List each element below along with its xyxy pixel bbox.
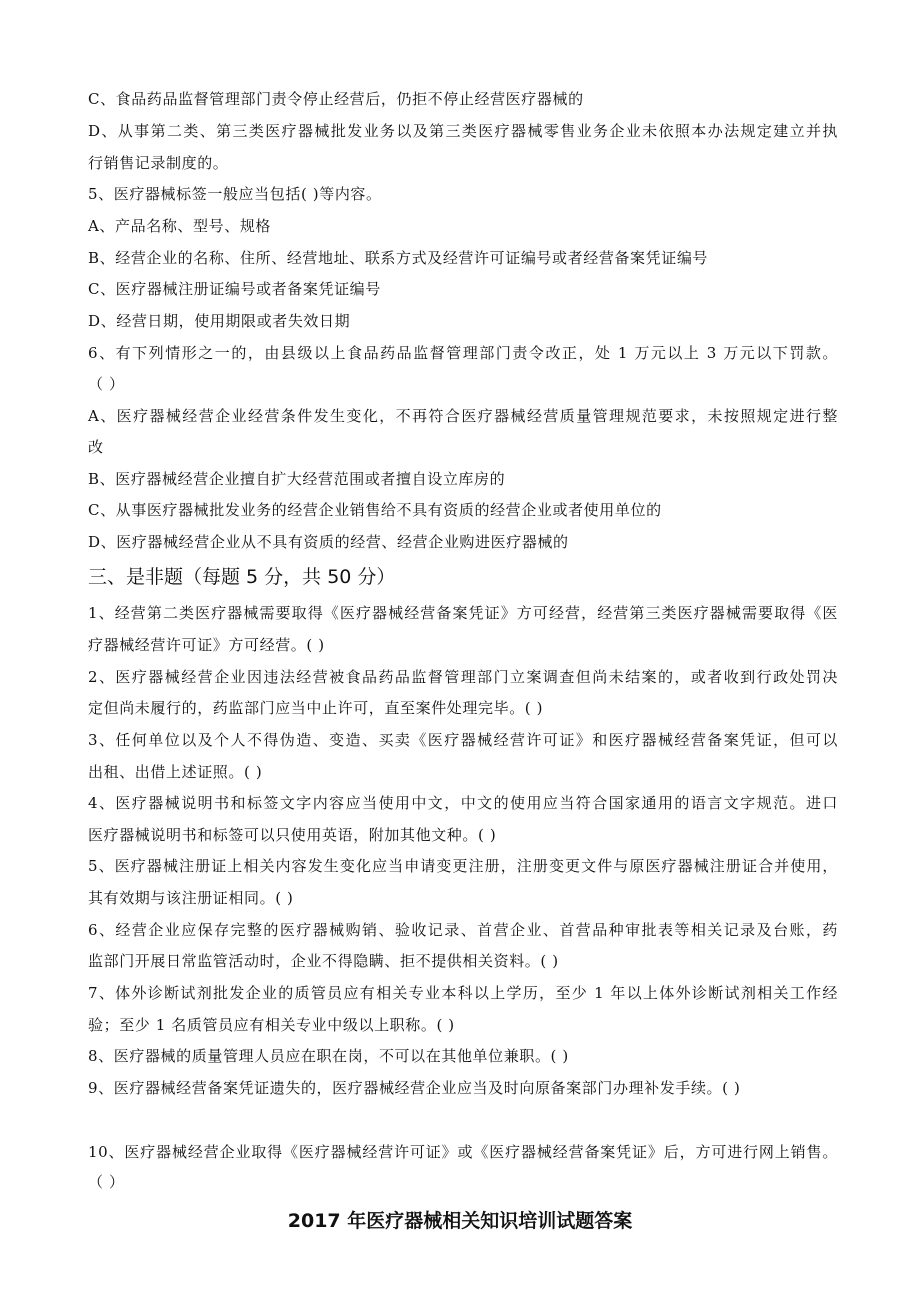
q6-stem-line1: 6、有下列情形之一的，由县级以上食品药品监督管理部门责令改正，处 1 万元以上 3 万元以下罚款。 [88,344,838,362]
q5-stem: 5、医疗器械标签一般应当包括( )等内容。 [88,185,382,203]
tf-q5-line1: 5、医疗器械注册证上相关内容发生变化应当申请变更注册，注册变更文件与原医疗器械注册证合并使用， [88,857,838,875]
tf-q5-line2: 其有效期与该注册证相同。( ) [88,889,294,907]
tf-q6-line1: 6、经营企业应保存完整的医疗器械购销、验收记录、首营企业、首营品种审批表等相关记录及台账，药 [88,921,838,939]
q4-option-c: C、食品药品监督管理部门责令停止经营后，仍拒不停止经营医疗器械的 [88,90,584,108]
tf-q3-line2: 出租、出借上述证照。( ) [88,763,263,781]
tf-q2-line1: 2、医疗器械经营企业因违法经营被食品药品监督管理部门立案调查但尚未结案的，或者收到行政处罚决 [88,668,838,686]
q5-option-c: C、医疗器械注册证编号或者备案凭证编号 [88,280,381,298]
q5-option-d: D、经营日期，使用期限或者失效日期 [88,312,351,330]
q4-option-d-line1: D、从事第二类、第三类医疗器械批发业务以及第三类医疗器械零售业务企业未依照本办法规定建立并执 [88,122,838,140]
q6-option-d: D、医疗器械经营企业从不具有资质的经营、经营企业购进医疗器械的 [88,533,569,551]
tf-q6-line2: 监部门开展日常监管活动时，企业不得隐瞒、拒不提供相关资料。( ) [88,952,559,970]
tf-q9: 9、医疗器械经营备案凭证遗失的，医疗器械经营企业应当及时向原备案部门办理补发手续。( ) [88,1079,741,1097]
q6-stem-line2: （ ） [88,375,125,393]
tf-q2-line2: 定但尚未履行的，药监部门应当中止许可，直至案件处理完毕。( ) [88,699,544,717]
tf-q4-line2: 医疗器械说明书和标签可以只使用英语，附加其他文种。( ) [88,826,497,844]
tf-q4-line1: 4、医疗器械说明书和标签文字内容应当使用中文，中文的使用应当符合国家通用的语言文字规范。进口 [88,794,838,812]
q6-option-a-line1: A、医疗器械经营企业经营条件发生变化，不再符合医疗器械经营质量管理规范要求，未按照规定进行整 [88,407,838,425]
tf-q1-line2: 疗器械经营许可证》方可经营。( ) [88,636,325,654]
tf-q7-line1: 7、体外诊断试剂批发企业的质管员应有相关专业本科以上学历，至少 1 年以上体外诊断试剂相关工作经 [88,984,838,1002]
answer-section-title: 2017 年医疗器械相关知识培训试题答案 [287,1210,633,1232]
q5-option-a: A、产品名称、型号、规格 [88,217,272,235]
tf-q10-line2: （ ） [88,1173,125,1191]
q6-option-a-line2: 改 [88,438,104,456]
tf-q3-line1: 3、任何单位以及个人不得伪造、变造、买卖《医疗器械经营许可证》和医疗器械经营备案凭证，但可以 [88,731,838,749]
tf-q10-line1: 10、医疗器械经营企业取得《医疗器械经营许可证》或《医疗器械经营备案凭证》后，方可进行网上销售。 [88,1143,838,1161]
q5-option-b: B、经营企业的名称、住所、经营地址、联系方式及经营许可证编号或者经营备案凭证编号 [88,249,709,267]
tf-q1-line1: 1、经营第二类医疗器械需要取得《医疗器械经营备案凭证》方可经营，经营第三类医疗器械需要取得《医 [88,604,838,622]
tf-q7-line2: 验；至少 1 名质管员应有相关专业中级以上职称。( ) [88,1016,455,1034]
tf-q8: 8、医疗器械的质量管理人员应在职在岗，不可以在其他单位兼职。( ) [88,1047,569,1065]
q6-option-b: B、医疗器械经营企业擅自扩大经营范围或者擅自设立库房的 [88,470,506,488]
q6-option-c: C、从事医疗器械批发业务的经营企业销售给不具有资质的经营企业或者使用单位的 [88,501,662,519]
q4-option-d-line2: 行销售记录制度的。 [88,154,229,172]
section3-heading: 三、是非题（每题 5 分，共 50 分） [88,566,396,588]
